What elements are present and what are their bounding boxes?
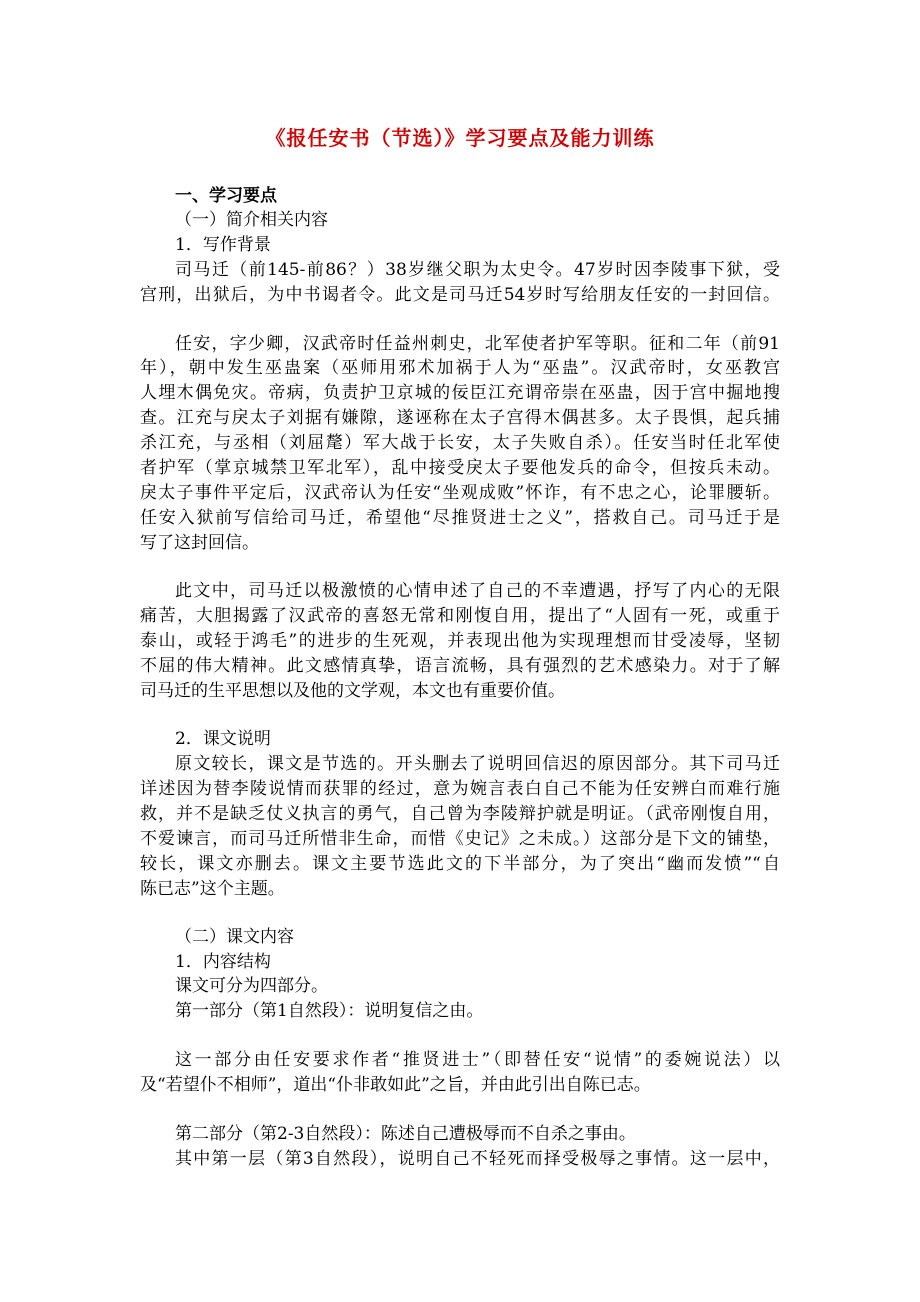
paragraph-line: 痛苦，大胆揭露了汉武帝的喜怒无常和刚愎自用，提出了“人固有一死，或重于	[140, 606, 780, 626]
item-content-structure: 1．内容结构	[175, 952, 271, 972]
paragraph-line: 写了这封回信。	[140, 533, 259, 553]
paragraph-line: 其中第一层（第3自然段），说明自己不轻死而择受极辱之事情。这一层中，	[175, 1149, 780, 1169]
paragraph-line: 任安入狱前写信给司马迁，希望他“尽推贤进士之义”，搭救自己。司马迁于是	[140, 508, 780, 528]
paragraph-line: 司马迁（前145-前86？）38岁继父职为太史令。47岁时因李陵事下狱，受	[175, 260, 780, 280]
item-text-notes: 2．课文说明	[175, 729, 271, 749]
paragraph-line: 戾太子事件平定后，汉武帝认为任安“坐观成败”怀诈，有不忠之心，论罪腰斩。	[140, 483, 780, 503]
paragraph-line: 人埋木偶免灾。帝病，负责护卫京城的佞臣江充谓帝崇在巫蛊，因于宫中掘地搜	[140, 383, 780, 403]
paragraph-line: 这一部分由任安要求作者“推贤进士”（即替任安“说情”的委婉说法）以	[175, 1050, 780, 1070]
paragraph-line: 宫刑，出狱后，为中书谒者令。此文是司马迁54岁时写给朋友任安的一封回信。	[140, 285, 780, 305]
paragraph-line: 杀江充，与丞相（刘屈氂）军大战于长安，太子失败自杀）。任安当时任北军使	[140, 433, 780, 453]
paragraph-line: 不爱谏言，而司马迁所惜非生命，而惜《史记》之未成。）这部分是下文的铺垫，	[140, 829, 780, 849]
paragraph-line: 年），朝中发生巫蛊案（巫师用邪术加祸于人为“巫蛊”。汉武帝时，女巫教宫	[140, 358, 780, 378]
heading-study-points: 一、学习要点	[175, 186, 277, 206]
paragraph-line: 陈已志”这个主题。	[140, 879, 285, 899]
subheading-text-content: （二）课文内容	[175, 927, 294, 947]
paragraph-line: 任安，字少卿，汉武帝时任益州刺史，北军使者护军等职。征和二年（前91	[175, 334, 780, 354]
item-writing-background: 1．写作背景	[175, 235, 271, 255]
paragraph-line: 课文可分为四部分。	[175, 976, 328, 996]
paragraph-line: 救，并不是缺乏仗义执言的勇气，自己曾为李陵辩护就是明证。（武帝刚愎自用，	[140, 804, 780, 824]
subheading-intro: （一）简介相关内容	[175, 210, 328, 230]
paragraph-line: 者护军（掌京城禁卫军北军），乱中接受戾太子要他发兵的命令，但按兵未动。	[140, 458, 780, 478]
paragraph-line: 原文较长，课文是节选的。开头删去了说明回信迟的原因部分。其下司马迁	[175, 754, 780, 774]
paragraph-line: 及“若望仆不相师”，道出“仆非敢如此”之旨，并由此引出自陈已志。	[140, 1075, 651, 1095]
paragraph-line: 较长，课文亦删去。课文主要节选此文的下半部分，为了突出“幽而发愤”“自	[140, 854, 780, 874]
document-title: 《报任安书（节选）》学习要点及能力训练	[265, 126, 655, 150]
paragraph-line: 此文中，司马迁以极激愤的心情申述了自己的不幸遭遇，抒写了内心的无限	[175, 581, 780, 601]
paragraph-line: 查。江充与戾太子刘据有嫌隙，遂诬称在太子宫得木偶甚多。太子畏惧，起兵捕	[140, 408, 780, 428]
paragraph-line: 泰山，或轻于鸿毛”的进步的生死观，并表现出他为实现理想而甘受凌辱，坚韧	[140, 631, 780, 651]
paragraph-line: 第一部分（第1自然段）：说明复信之由。	[175, 1001, 484, 1021]
paragraph-line: 详述因为替李陵说情而获罪的经过，意为婉言表白自己不能为任安辨白而难行施	[140, 779, 780, 799]
paragraph-line: 不屈的伟大精神。此文感情真挚，语言流畅，具有强烈的艺术感染力。对于了解	[140, 656, 780, 676]
paragraph-line: 司马迁的生平思想以及他的文学观，本文也有重要价值。	[140, 681, 565, 701]
paragraph-line: 第二部分（第2-3自然段）：陈述自己遭极辱而不自杀之事由。	[175, 1124, 636, 1144]
